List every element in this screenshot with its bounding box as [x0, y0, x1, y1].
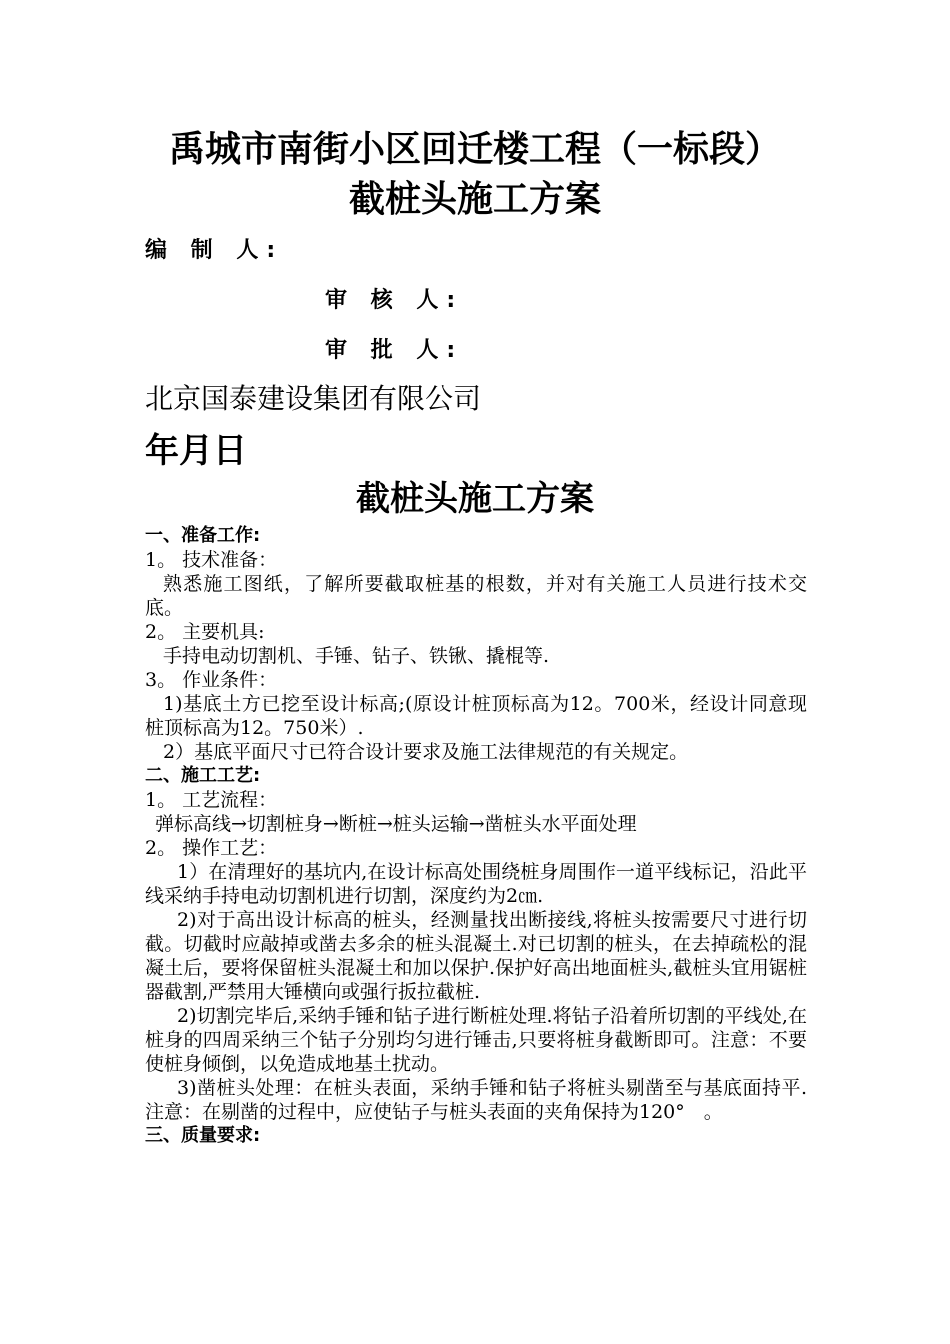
document-body: [145, 524, 807, 1148]
subsection-heading: 2。 主要机具:: [145, 621, 265, 643]
section-heading: 三、质量要求:: [145, 1125, 261, 1146]
approver-label: 审 批 人:: [325, 338, 464, 363]
list-item: 2)切割完毕后,采纳手锤和钻子进行断桩处理.将钻子沿着所切割的平线处,在桩身的四周采纳三个钻子分别均匀进行锤击,只要将桩身截断即可。注意：不要使桩身倾倒，以免造成地基土扰动。: [145, 1005, 807, 1075]
paragraph: 弹标高线→切割桩身→断桩→桩头运输→凿桩头水平面处理: [155, 813, 637, 835]
paragraph: 熟悉施工图纸，了解所要截取桩基的根数，并对有关施工人员进行技术交底。: [145, 573, 807, 619]
editor-label: 编 制 人:: [145, 238, 284, 263]
subsection-heading: 1。 技术准备：: [145, 549, 278, 571]
subsection-heading: 1。 工艺流程：: [145, 789, 278, 811]
date-line: 年月日: [145, 431, 247, 471]
cover-title-line1: 禹城市南街小区回迁楼工程（一标段）: [168, 129, 781, 170]
company-name: 北京国泰建设集团有限公司: [145, 382, 482, 415]
reviewer-label: 审 核 人:: [325, 288, 464, 313]
list-item: 1)基底土方已挖至设计标高;(原设计桩顶标高为12。700米，经设计同意现桩顶标高为12。750米）.: [145, 693, 807, 739]
list-item: 2)对于高出设计标高的桩头，经测量找出断接线,将桩头按需要尺寸进行切截。切截时应敲掉或凿去多余的桩头混凝土.对已切割的桩头，在去掉疏松的混凝土后，要将保留桩头混凝土和加以保护.保护好高出地面桩头,截桩头宜用锯桩器截割,严禁用大锤横向或强行扳拉截桩.: [145, 909, 807, 1003]
paragraph: 手持电动切割机、手锤、钻子、铁锹、撬棍等.: [163, 645, 550, 667]
list-item: 2）基底平面尺寸已符合设计要求及施工法律规范的有关规定。: [163, 741, 689, 763]
list-item: 1）在清理好的基坑内,在设计标高处围绕桩身周围作一道平线标记，沿此平线采纳手持电动切割机进行切割，深度约为2㎝.: [145, 861, 807, 907]
cover-title-line2: 截桩头施工方案: [348, 179, 601, 220]
subsection-heading: 3。 作业条件：: [145, 669, 278, 691]
section-heading: 二、施工工艺:: [145, 765, 261, 786]
section-heading: 一、准备工作:: [145, 525, 261, 546]
document-title: 截桩头施工方案: [356, 479, 594, 519]
subsection-heading: 2。 操作工艺：: [145, 837, 278, 859]
list-item: 3)凿桩头处理：在桩头表面，采纳手锤和钻子将桩头剔凿至与基底面持平.注意：在剔凿的过程中，应使钻子与桩头表面的夹角保持为120° 。: [145, 1077, 807, 1123]
